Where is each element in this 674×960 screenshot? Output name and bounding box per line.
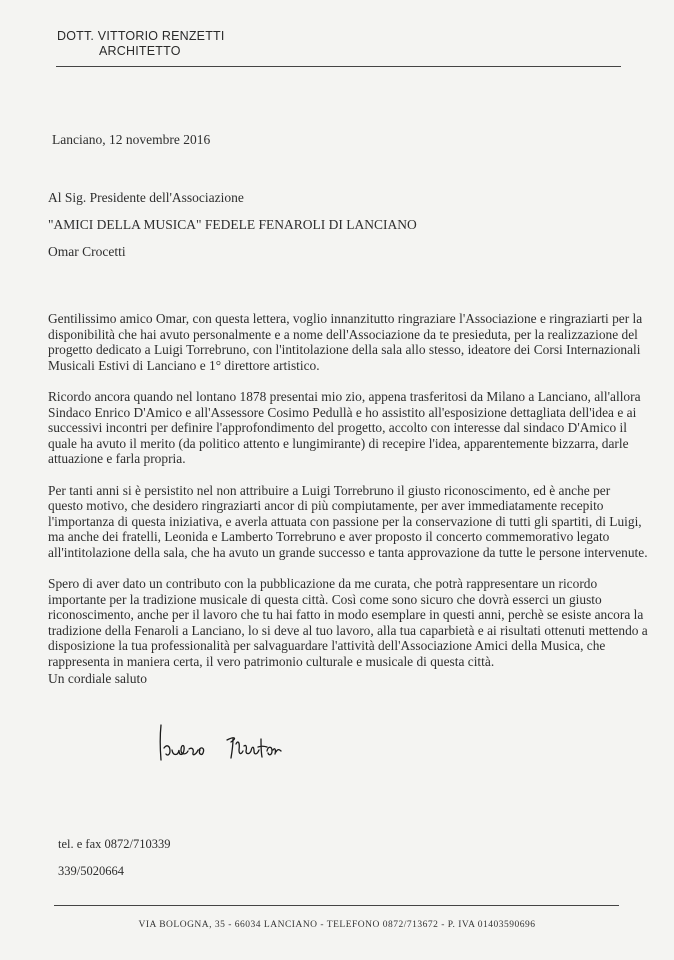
recipient-line-2: "AMICI DELLA MUSICA" FEDELE FENAROLI DI LANCIANO [48,217,417,232]
body-paragraph-3: Per tanti anni si è persistito nel non attribuire a Luigi Torrebruno il giusto riconoscimento, ed è anche per questo motivo, che desidero ringraziarti ancor di più compiutamente, per aver immediatamente recepito l'importanza di questa iniziativa, e averla attuata con passione per la conservazione di tutti gli spartiti, di Luigi, ma anche dei fratelli, Leonida e Lamberto Torrebruno e aver proposto il concerto commemorativo legato all'intitolazione della sala, che ha avuto un grande successo e tanta approvazione da tutte le persone intervenute. [48,482,648,560]
recipient-line-1: Al Sig. Presidente dell'Associazione [48,190,244,205]
tel-fax-line: tel. e fax 0872/710339 [58,837,171,851]
letterhead-title: ARCHITETTO [99,44,181,58]
letter-body [48,311,648,685]
body-paragraph-4: Spero di aver dato un contributo con la pubblicazione da me curata, che potrà rappresentare un ricordo importante per la tradizione musicale di questa città. Così come sono sicuro che dovrà esserci un giusto riconoscimento, anche per il lavoro che tu hai fatto in modo esemplare in questi anni, perchè se esiste ancora la tradizione della Fenaroli a Lanciano, lo si deve al tuo lavoro, alla tua caparbietà e ai risultati ottenuti mettendo a disposizione la tua professionalità per salvaguardare l'attività dell'Associazione Amici della Musica, che rappresenta in maniera certa, il vero patrimonio culturale e musicale di questa città. [48,576,648,670]
body-paragraph-2: Ricordo ancora quando nel lontano 1878 presentai mio zio, appena trasferitosi da Milano a Lanciano, all'allora Sindaco Enrico D'Amico e all'Assessore Cosimo Pedullà e ho assistito all'esposizione dettagliata dell'idea e ai successivi incontri per definire l'approfondimento del progetto, accolto con interesse dal sindaco D'Amico il quale ha avuto il merito (da politico attento e lungimirante) di recepire l'idea, apparentemente bizzarra, darle attuazione e farla propria. [48,388,641,467]
header-divider [56,66,621,67]
closing-line: Un cordiale saluto [48,671,147,686]
body-paragraph-1: Gentilissimo amico Omar, con questa lettera, voglio innanzitutto ringraziare l'Associazione e ringraziarti per la disponibilità che hai avuto personalmente e a nome dell'Associazione da te presieduta, per la realizzazione del progetto dedicato a Luigi Torrebruno, con l'intitolazione della sala allo stesso, ideatore dei Corsi Internazionali Musicali Estivi di Lanciano e 1° direttore artistico. [48,311,643,373]
handwritten-signature [155,720,315,775]
recipient-line-3: Omar Crocetti [48,244,126,259]
footer-divider [54,905,619,906]
date-line: Lanciano, 12 novembre 2016 [52,132,211,147]
letterhead [57,29,225,59]
mobile-line: 339/5020664 [58,864,124,878]
footer-address: VIA BOLOGNA, 35 - 66034 LANCIANO - TELEFONO 0872/713672 - P. IVA 01403590696 [138,920,536,930]
letterhead-name: DOTT. VITTORIO RENZETTI [57,29,225,43]
